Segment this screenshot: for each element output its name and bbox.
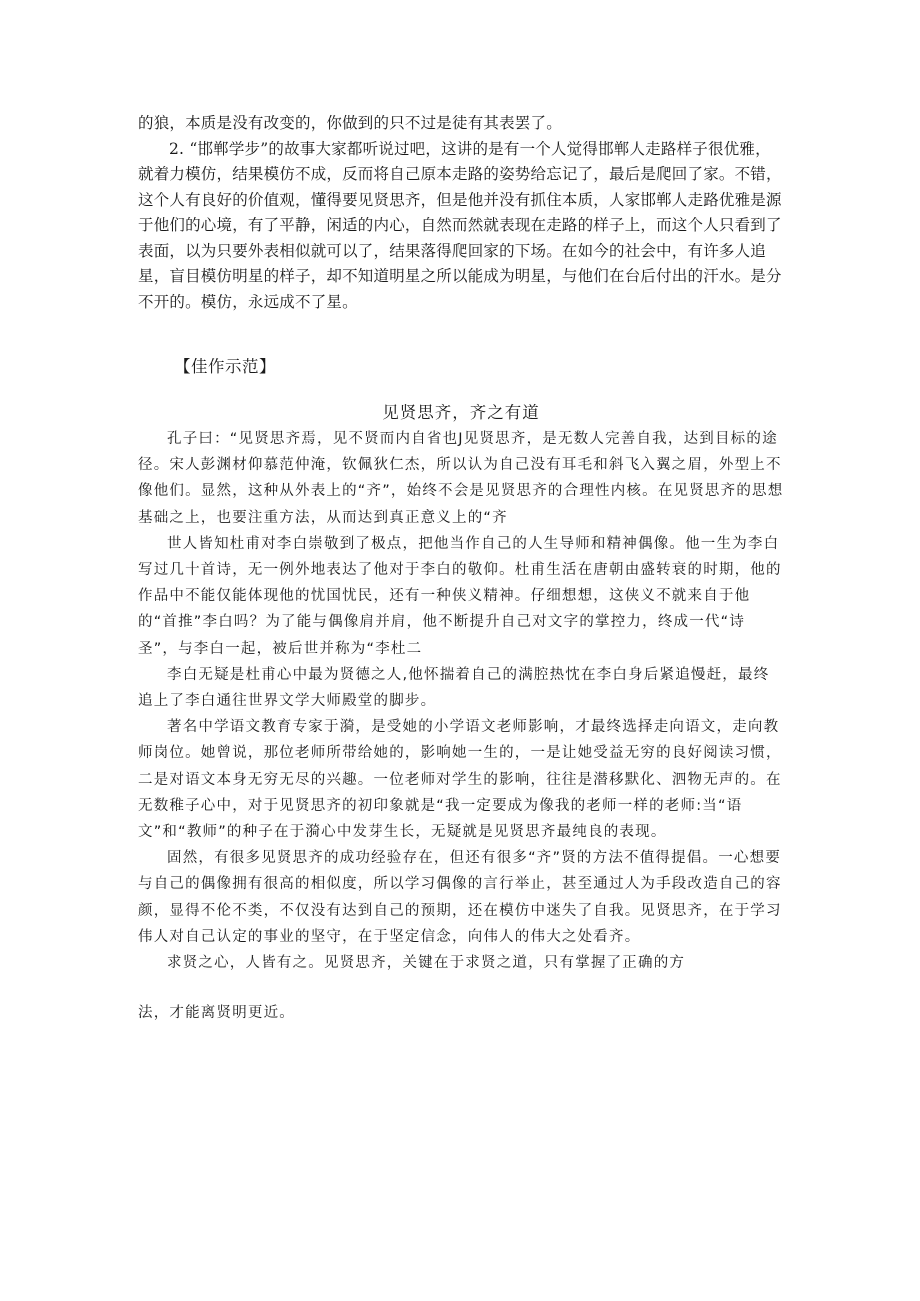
essay-body [138,426,784,976]
section-heading: 【佳作示范】 [174,357,276,376]
essay-paragraph-2: 世人皆知杜甫对李白崇敬到了极点，把他当作自己的人生导师和精神偶像。他一生为李白写过几十首诗，无一例外地表达了他对于李白的敬仰。杜甫生活在唐朝由盛转衰的时期，他的作品中不能仅能体现他的忧国忧民，还有一种侠义精神。仔细想想，这侠义不就来自于他的“首推”李白吗？为了能与偶像肩并肩，他不断提升自己对文字的掌控力，终成一代“诗圣”，与李白一起，被后世并称为“李杜二 [138,535,782,657]
essay-paragraph-4: 著名中学语文教育专家于漪，是受她的小学语文老师影响，才最终选择走向语文，走向教师岗位。她曾说，那位老师所带给她的，影响她一生的，一是让她受益无穷的良好阅读习惯，二是对语文本身无穷无尽的兴趣。一位老师对学生的影响，往往是潜移默化、泗物无声的。在无数稚子心中，对于见贤思齐的初印象就是“我一定要成为像我的老师一样的老师:当“语文”和“教师”的种子在于漪心中发芽生长，无疑就是见贤思齐最纯良的表现。 [138,719,782,841]
essay-paragraph-1: 孔子曰：“见贤思齐焉，见不贤而内自省也J见贤思齐，是无数人完善自我，达到目标的途径。宋人彭渊材仰慕范仲淹，钦佩狄仁杰，所以认为自己没有耳毛和斜飞入翼之眉，外型上不像他们。显然，这种从外表上的“齐”，始终不会是见贤思齐的合理性内核。在见贤思齐的思想基础之上，也要注重方法，从而达到真正意义上的“齐 [138,431,784,526]
paragraph-continuation: 的狼，本质是没有改变的，你做到的只不过是徒有其表罢了。 [138,114,562,132]
essay-last-line: 法，才能离贤明更近。 [138,1005,295,1021]
paragraph-handan-story: 2. “邯郸学步”的故事大家都听说过吧，这讲的是有一个人觉得邯郸人走路样子很优雅，就着力模仿，结果模仿不成，反而将自己原本走路的姿势给忘记了，最后是爬回了家。不错，这个人有良好的价值观，懂得要见贤思齐，但是他并没有抓住本质，人家邯郸人走路优雅是源于他们的心境，有了平静，闲适的内心，自然而然就表现在走路的样子上，而这个人只看到了表面，以为只要外表相似就可以了，结果落得爬回家的下场。在如今的社会中，有许多人追星，盲目模仿明星的样子，却不知道明星之所以能成为明星，与他们在台后付出的汗水。是分不开的。模仿，永远成不了星。 [138,139,782,311]
essay-title: 见贤思齐，齐之有道 [382,403,540,422]
essay-paragraph-3: 李白无疑是杜甫心中最为贤德之人,他怀揣着自己的满腔热忱在李白身后紧追慢赶，最终追上了李白通往世界文学大师殿堂的脚步。 [138,666,770,710]
essay-paragraph-6: 求贤之心，人皆有之。见贤思齐，关键在于求贤之道，只有掌握了正确的方 [167,955,686,972]
essay-paragraph-5: 固然，有很多见贤思齐的成功经验存在，但还有很多“齐”贤的方法不值得提倡。一心想要与自己的偶像拥有很高的相似度，所以学习偶像的言行举止，甚至通过人为手段改造自己的容颜，显得不伦不类，不仅没有达到自己的预期，还在模仿中迷失了自我。见贤思齐，在于学习伟人对自己认定的事业的坚守，在于坚定信念，向伟人的伟大之处看齐。 [138,850,782,945]
previous-section [138,111,784,315]
